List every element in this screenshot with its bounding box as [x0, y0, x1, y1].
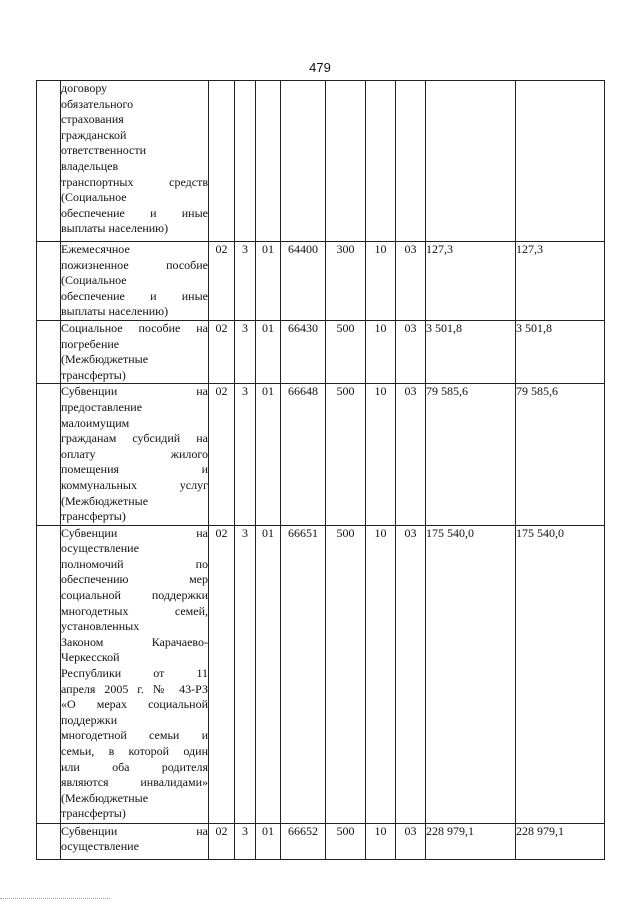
table-row [37, 384, 605, 525]
description-line: полномочий по [61, 556, 208, 571]
amount-cell: 228 979,1 [426, 823, 516, 859]
code-cell-c7: 03 [396, 823, 426, 859]
description-line: являются инвалидами» [61, 775, 208, 790]
description-line: многодетных семей, [61, 603, 208, 618]
code-cell-c5: 500 [326, 320, 366, 383]
description-line: (Социальное [61, 273, 127, 288]
page-edge-line [0, 898, 110, 899]
description-line: страхования [61, 112, 124, 127]
description-line: пожизненное пособие [61, 257, 208, 272]
empty-index-cell [37, 384, 61, 525]
code-cell-c4: 66651 [281, 525, 326, 823]
description-line: договору [61, 81, 108, 95]
description-line: Субвенции на [61, 384, 208, 399]
description-line: транспортных средств [61, 174, 208, 189]
code-cell-c3: 01 [256, 823, 281, 859]
amount-cell: 127,3 [426, 242, 516, 321]
code-cell-c4: 64400 [281, 242, 326, 321]
amount-cell: 175 540,0 [426, 525, 516, 823]
description-line: выплаты населению) [61, 221, 169, 236]
code-cell-c1: 02 [209, 525, 235, 823]
code-cell-c6: 10 [366, 823, 396, 859]
description-line: (Межбюджетные [61, 790, 149, 805]
description-line: (Межбюджетные [61, 493, 149, 508]
description-line: поддержки [61, 712, 118, 727]
description-line: предоставление [61, 399, 143, 414]
description-line: малоимущим [61, 415, 130, 430]
empty-index-cell [37, 242, 61, 321]
code-cell-c2: 3 [235, 384, 256, 525]
description-line: трансферты) [61, 509, 126, 524]
empty-index-cell [37, 823, 61, 859]
code-cell-c6: 10 [366, 242, 396, 321]
code-cell-c7: 03 [396, 320, 426, 383]
description-line: семьи, в которой один [61, 744, 208, 758]
code-cell-c3: 01 [256, 242, 281, 321]
description-line: выплаты населению) [61, 304, 169, 319]
code-cell-c5: 500 [326, 823, 366, 859]
code-cell-c2: 3 [235, 242, 256, 321]
code-cell-c7: 03 [396, 525, 426, 823]
amount-cell [426, 81, 516, 242]
description-line: (Межбюджетные [61, 352, 149, 367]
description-cell [61, 81, 209, 242]
amount-cell-2: 79 585,6 [516, 384, 605, 525]
code-cell-c5: 500 [326, 525, 366, 823]
code-cell-c6: 10 [366, 525, 396, 823]
code-cell-c1: 02 [209, 823, 235, 859]
code-cell-c3: 01 [256, 525, 281, 823]
description-line: Ежемесячное [61, 242, 130, 256]
description-line: обеспечению мер [61, 572, 208, 587]
description-line: социальной поддержки [61, 588, 208, 603]
table-row [37, 242, 605, 321]
description-line: оплату жилого [61, 446, 208, 461]
description-line: ответственности [61, 143, 147, 158]
code-cell-c1: 02 [209, 320, 235, 383]
code-cell-c2: 3 [235, 320, 256, 383]
description-line: обязательного [61, 96, 134, 111]
description-line: Черкесской [61, 650, 120, 665]
code-cell-c2 [235, 81, 256, 242]
table-row [37, 81, 605, 242]
description-line: погребение [61, 336, 120, 351]
code-cell-c1: 02 [209, 242, 235, 321]
description-cell [61, 823, 209, 859]
description-line: гражданской [61, 127, 127, 142]
description-line: Законом Карачаево- [61, 634, 208, 649]
code-cell-c3: 01 [256, 320, 281, 383]
description-line: гражданам субсидий на [61, 431, 208, 446]
amount-cell-2: 3 501,8 [516, 320, 605, 383]
table-row [37, 525, 605, 823]
code-cell-c3: 01 [256, 384, 281, 525]
description-cell [61, 242, 209, 321]
code-cell-c1 [209, 81, 235, 242]
code-cell-c6: 10 [366, 320, 396, 383]
description-line: Социальное пособие на [61, 320, 208, 335]
code-cell-c5 [326, 81, 366, 242]
description-line: владельцев [61, 158, 119, 173]
empty-index-cell [37, 320, 61, 383]
description-cell [61, 525, 209, 823]
amount-cell-2 [516, 81, 605, 242]
description-line: обеспечение и иные [61, 205, 208, 220]
code-cell-c7: 03 [396, 384, 426, 525]
description-line: Республики от 11 [61, 666, 208, 681]
description-line: коммунальных услуг [61, 477, 208, 492]
code-cell-c3 [256, 81, 281, 242]
amount-cell-2: 175 540,0 [516, 525, 605, 823]
code-cell-c6 [366, 81, 396, 242]
description-line: трансферты) [61, 806, 126, 821]
description-cell [61, 384, 209, 525]
code-cell-c5: 300 [326, 242, 366, 321]
code-cell-c5: 500 [326, 384, 366, 525]
page-number: 479 [309, 60, 331, 75]
budget-table [36, 80, 605, 860]
empty-index-cell [37, 525, 61, 823]
description-line: Субвенции на [61, 525, 208, 540]
description-line: помещения и [61, 462, 208, 477]
description-line: Субвенции на [61, 823, 208, 838]
amount-cell: 3 501,8 [426, 320, 516, 383]
code-cell-c7: 03 [396, 242, 426, 321]
empty-index-cell [37, 81, 61, 242]
description-line: установленных [61, 619, 140, 634]
description-cell [61, 320, 209, 383]
description-line: или оба родителя [61, 759, 208, 774]
table-row [37, 320, 605, 383]
amount-cell: 79 585,6 [426, 384, 516, 525]
description-line: «О мерах социальной [61, 697, 208, 712]
code-cell-c4: 66648 [281, 384, 326, 525]
description-line: трансферты) [61, 367, 126, 382]
description-line: (Социальное [61, 190, 127, 205]
code-cell-c2: 3 [235, 823, 256, 859]
code-cell-c2: 3 [235, 525, 256, 823]
description-line: многодетной семьи и [61, 728, 208, 743]
description-line: обеспечение и иные [61, 288, 208, 303]
code-cell-c4 [281, 81, 326, 242]
description-line: осуществление [61, 541, 139, 556]
code-cell-c6: 10 [366, 384, 396, 525]
code-cell-c7 [396, 81, 426, 242]
code-cell-c1: 02 [209, 384, 235, 525]
code-cell-c4: 66430 [281, 320, 326, 383]
description-line: осуществление [61, 839, 139, 854]
amount-cell-2: 127,3 [516, 242, 605, 321]
description-line: апреля 2005 г. № 43-РЗ [61, 681, 208, 696]
code-cell-c4: 66652 [281, 823, 326, 859]
table-row [37, 823, 605, 859]
amount-cell-2: 228 979,1 [516, 823, 605, 859]
